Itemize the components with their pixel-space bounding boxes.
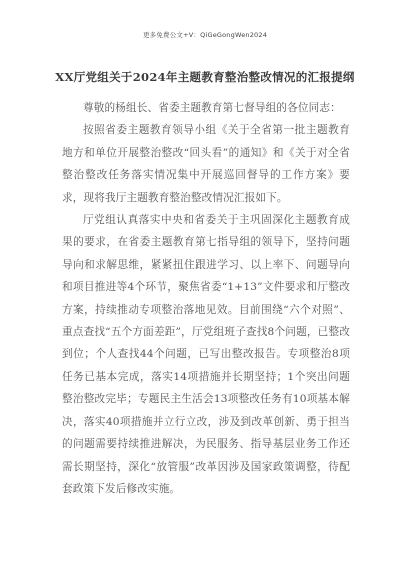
document-title: XX厅党组关于2024年主题教育整治整改情况的汇报提纲 — [55, 70, 355, 84]
paragraph: 按照省委主题教育领导小组《关于全省第一批主题教育地方和单位开展整治整改“回头看”的通知》和《关于对全省整治整改任务落实情况集中开展巡回督导的工作方案》要求，现将我厅主题教育整治整改情况汇报如下。 — [62, 124, 350, 204]
header-banner: 更多免费公文+V：QiGeGongWen2024 — [142, 31, 268, 39]
document-body — [62, 97, 350, 500]
paragraph: 厅党组认真落实中央和省委关于主巩固深化主题教育成果的要求，在省委主题教育第七指导组的领导下，坚持问题导向和求解思维，紧紧扭住跟进学习、以上率下、问题导向和项目推进等4个环节，聚焦省委“1+13”文件要求和厅整改方案，持续推动专项整治落地见效。目前围绕“六个对照”、重点查找“五个方面差距”，厅党组班子查找8个问题，已整改到位；个人查找44个问题，已写出整改报告。专项整治8项任务已基本完成，落实14项措施并长期坚持；1个突出问题整治整改完毕；专题民主生活会13项整改任务有10项基本解决，落实40项措施并立行立改，涉及到改革创新、勇于担当的问题需要持续推进解决，为民服务、指导基层业务工作还需长期坚持，深化“放管服”改革因涉及国家政策调整，待配套政策下发后修改实施。 — [62, 214, 350, 495]
salutation: 尊敬的杨组长、省委主题教育第七督导组的各位同志： — [83, 102, 341, 114]
